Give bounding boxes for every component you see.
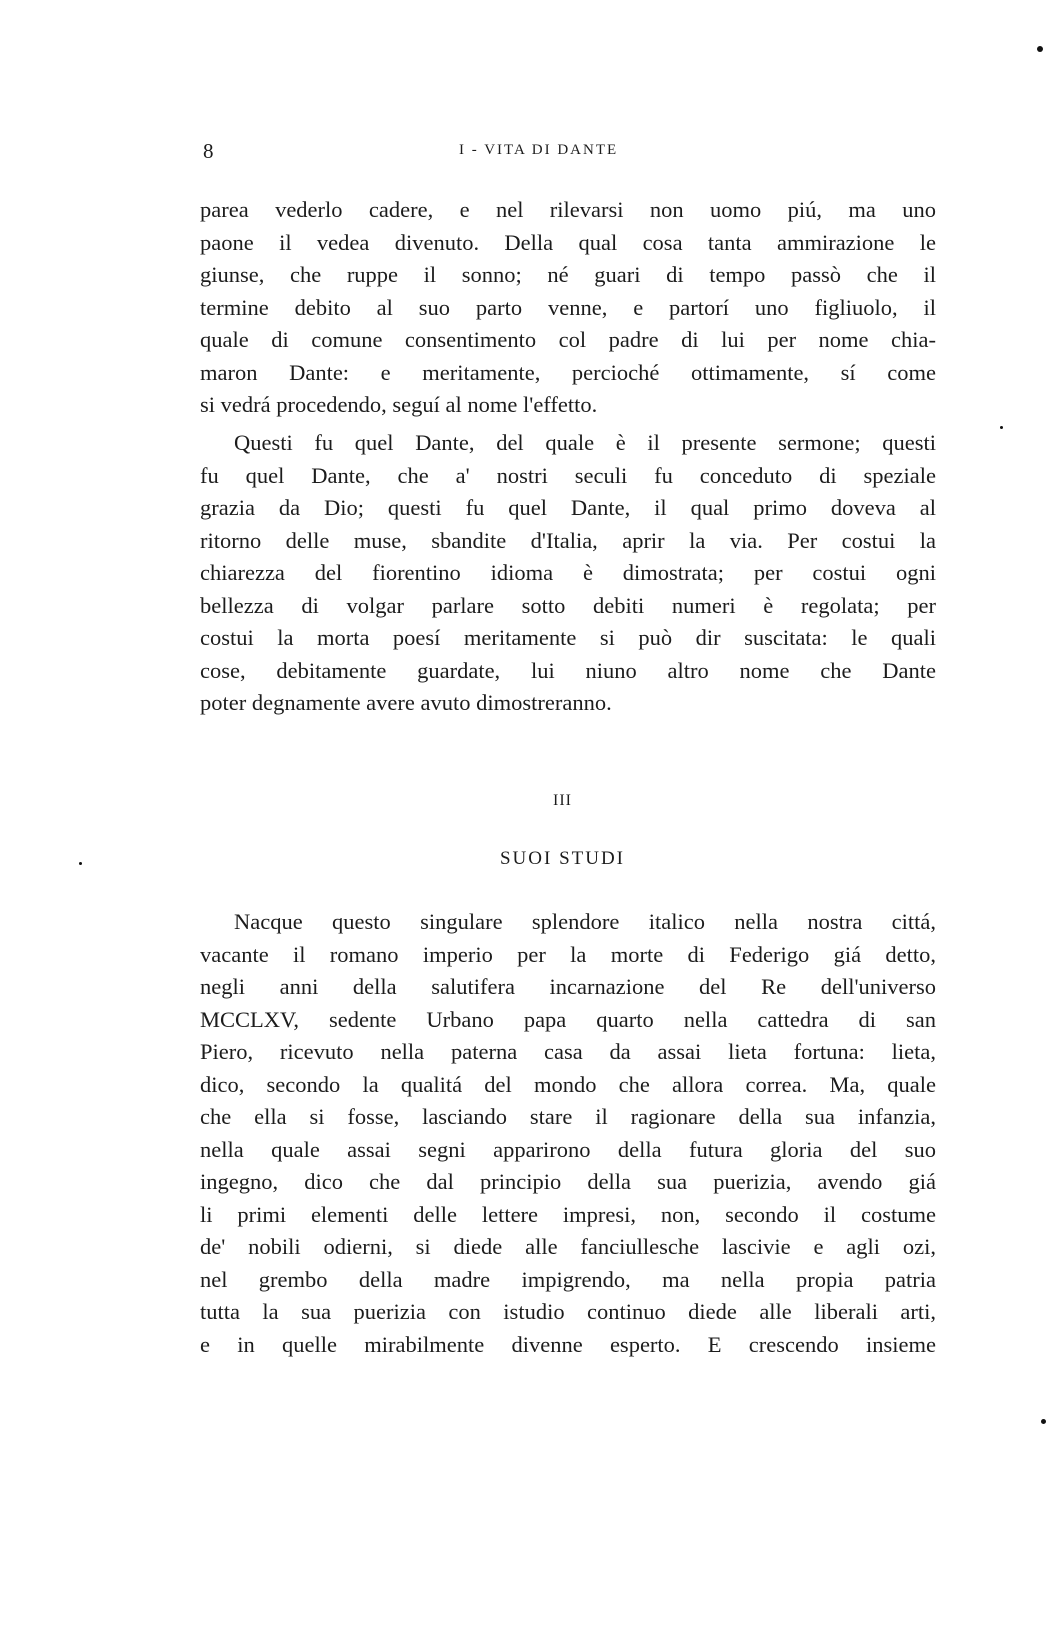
text-line: MCCLXV, sedente Urbano papa quarto nella cattedra di san (200, 1006, 936, 1032)
text-line: nella quale assai segni apparirono della futura gloria del suo (200, 1136, 936, 1162)
text-line: grazia da Dio; questi fu quel Dante, il qual primo doveva al (200, 495, 936, 520)
text-line: vacante il romano imperio per la morte di Federigo giá detto, (200, 941, 936, 967)
chapter-title: SUOI STUDI (499, 848, 626, 869)
text-line: poter degnamente avere avuto dimostreranno. (200, 690, 612, 715)
scan-speck (1037, 46, 1043, 52)
page-header (203, 139, 669, 165)
text-line: paone il vedea divenuto. Della qual cosa tanta ammirazione le (200, 229, 936, 255)
text-line: termine debito al suo parto venne, e partorí uno figliuolo, il (200, 294, 936, 320)
text-line: dico, secondo la qualitá del mondo che allora correa. Ma, quale (200, 1071, 936, 1097)
text-line: chiarezza del fiorentino idioma è dimostrata; per costui ogni (200, 560, 936, 585)
text-line: si vedrá procedendo, seguí al nome l'effetto. (200, 392, 598, 417)
text-line: giunse, che ruppe il sonno; né guari di tempo passò che il (200, 262, 936, 287)
text-line: tutta la sua puerizia con istudio continuo diede alle liberali arti, (200, 1299, 936, 1324)
text-line: parea vederlo cadere, e nel rilevarsi non uomo piú, ma uno (200, 197, 936, 222)
page-number: 8 (203, 139, 214, 163)
text-line: ingegno, dico che dal principio della sua puerizia, avendo giá (200, 1169, 936, 1194)
scan-speck (1000, 426, 1003, 429)
scan-speck (1041, 1419, 1046, 1424)
text-line: costui la morta poesí meritamente si può dir suscitata: le quali (200, 625, 936, 650)
text-line: bellezza di volgar parlare sotto debiti numeri è regolata; per (200, 592, 936, 618)
text-line: ritorno delle muse, sbandite d'Italia, aprir la via. Per costui la (200, 527, 936, 553)
text-line: quale di comune consentimento col padre di lui per nome chia- (200, 327, 936, 352)
text-line: cose, debitamente guardate, lui niuno altro nome che Dante (200, 657, 936, 683)
paragraph-2 (200, 427, 936, 720)
text-line: de' nobili odierni, si diede alle fanciullesche lascivie e agli ozi, (200, 1234, 936, 1259)
text-line: nel grembo della madre impigrendo, ma nella propia patria (200, 1266, 936, 1292)
running-head: I - VITA DI DANTE (459, 142, 619, 158)
text-line: maron Dante: e meritamente, percioché ottimamente, sí come (200, 359, 936, 385)
text-line: e in quelle mirabilmente divenne esperto. E crescendo insieme (200, 1331, 936, 1357)
text-line: Nacque questo singulare splendore italico nella nostra cittá, (234, 909, 936, 934)
paragraph-1 (200, 194, 936, 422)
scan-speck (79, 862, 82, 865)
text-line: li primi elementi delle lettere impresi, non, secondo il costume (200, 1201, 936, 1227)
text-line: che ella si fosse, lasciando stare il ragionare della sua infanzia, (200, 1104, 936, 1129)
paragraph-3 (200, 906, 936, 1361)
text-line: Piero, ricevuto nella paterna casa da assai lieta fortuna: lieta, (200, 1039, 936, 1064)
text-line: fu quel Dante, che a' nostri seculi fu conceduto di speziale (200, 462, 936, 488)
text-line: negli anni della salutifera incarnazione del Re dell'universo (200, 974, 936, 999)
chapter-number: III (553, 792, 572, 809)
text-line: Questi fu quel Dante, del quale è il presente sermone; questi (234, 430, 936, 455)
